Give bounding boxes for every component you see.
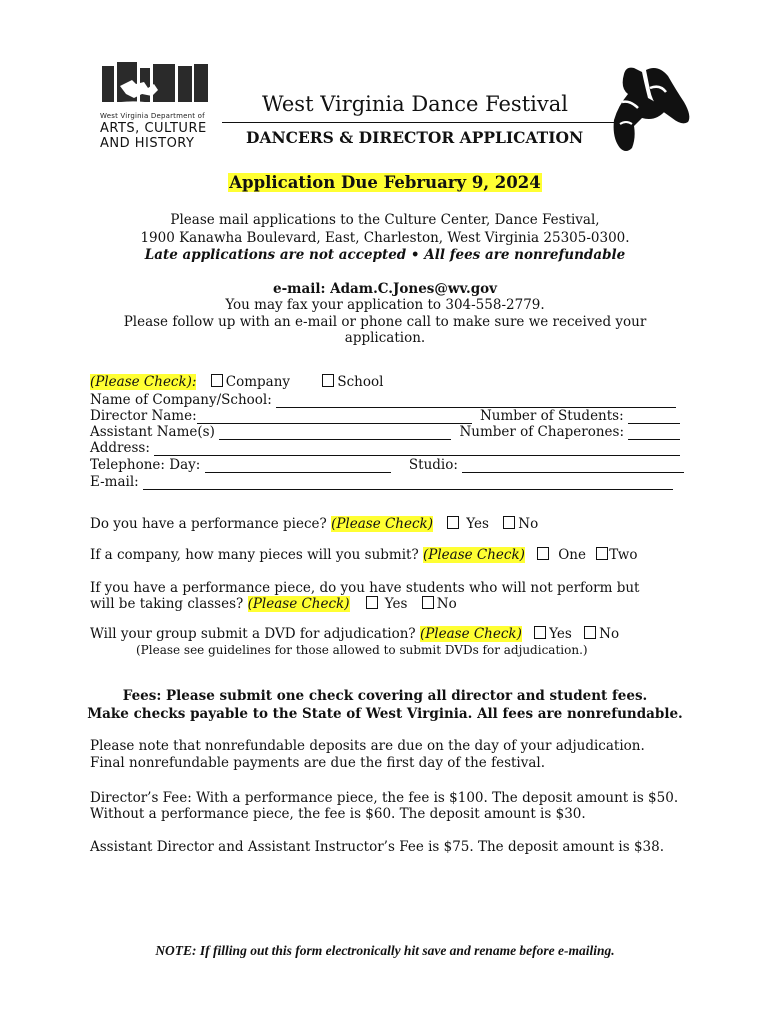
assistant-row xyxy=(90,424,680,440)
contact-fax: You may fax your application to 304-558-2779. xyxy=(225,297,545,313)
question-dvd xyxy=(90,626,619,642)
telephone-label: Telephone: Day: xyxy=(90,457,201,473)
intro-line-1: Please mail applications to the Culture Center, Dance Festival, xyxy=(170,212,600,228)
q2-two-label: Two xyxy=(609,547,638,563)
students-field[interactable] xyxy=(628,410,680,424)
q3-no-label: No xyxy=(436,596,457,612)
q4-text: Will your group submit a DVD for adjudication? xyxy=(90,626,416,642)
logo-graphic xyxy=(100,62,212,112)
q4-please-check: (Please Check) xyxy=(419,626,522,642)
deposit-line-2: Final nonrefundable payments are due the first day of the festival. xyxy=(90,755,546,771)
q2-two-checkbox[interactable] xyxy=(596,547,608,560)
school-label: School xyxy=(337,374,384,390)
assistant-label: Assistant Name(s) xyxy=(90,424,215,440)
due-date: Application Due February 9, 2024 xyxy=(229,173,541,192)
telephone-row xyxy=(90,457,684,473)
school-checkbox[interactable] xyxy=(322,374,334,387)
q1-no-label: No xyxy=(518,516,539,532)
q1-yes-label: Yes xyxy=(466,516,489,532)
assistant-field[interactable] xyxy=(219,426,451,440)
fees-line-1: Fees: Please submit one check covering all director and student fees. xyxy=(122,688,648,704)
director-row xyxy=(90,408,680,424)
q4-yes-checkbox[interactable] xyxy=(534,626,546,639)
page-title: West Virginia Dance Festival xyxy=(262,92,568,116)
studio-label: Studio: xyxy=(408,457,458,473)
q3-yes-label: Yes xyxy=(384,596,408,612)
q4-no-checkbox[interactable] xyxy=(584,626,596,639)
contact-followup-1: Please follow up with an e-mail or phone call to make sure we received your xyxy=(123,314,647,330)
name-row xyxy=(90,392,676,408)
please-check-label: (Please Check): xyxy=(90,374,197,390)
q1-no-checkbox[interactable] xyxy=(503,516,515,529)
logo-line-2: AND HISTORY xyxy=(100,136,195,151)
q1-text: Do you have a performance piece? xyxy=(90,516,327,532)
chaperones-field[interactable] xyxy=(628,426,680,440)
q1-yes-checkbox[interactable] xyxy=(447,516,459,529)
chaperones-label: Number of Chaperones: xyxy=(459,424,624,440)
q2-please-check: (Please Check) xyxy=(422,547,525,563)
header-rule xyxy=(222,122,614,123)
page-subtitle: DANCERS & DIRECTOR APPLICATION xyxy=(246,128,584,147)
intro-line-2: 1900 Kanawha Boulevard, East, Charleston, West Virginia 25305-0300. xyxy=(140,230,630,246)
question-classes xyxy=(90,596,457,612)
footer-note: NOTE: If filling out this form electronically hit save and rename before e-mailing. xyxy=(155,943,615,958)
q4-no-label: No xyxy=(599,626,620,642)
type-check-row xyxy=(90,374,383,390)
company-checkbox[interactable] xyxy=(211,374,223,387)
fees-line-2: Make checks payable to the State of West Virginia. All fees are nonrefundable. xyxy=(87,706,683,722)
address-row xyxy=(90,440,680,456)
address-field[interactable] xyxy=(154,442,680,456)
deposit-line-1: Please note that nonrefundable deposits are due on the day of your adjudication. xyxy=(90,738,645,754)
email-row xyxy=(90,474,673,490)
agency-logo xyxy=(100,62,212,152)
studio-field[interactable] xyxy=(462,459,684,473)
director-field[interactable] xyxy=(197,410,472,424)
name-field[interactable] xyxy=(276,394,676,408)
name-label: Name of Company/School: xyxy=(90,392,272,408)
telephone-field[interactable] xyxy=(205,459,391,473)
logo-line-1: ARTS, CULTURE xyxy=(100,121,207,136)
q3-text-line-1: If you have a performance piece, do you have students who will not perform but xyxy=(90,580,640,596)
question-pieces xyxy=(90,547,638,563)
q3-please-check: (Please Check) xyxy=(247,596,350,612)
contact-followup-2: application. xyxy=(344,330,426,346)
director-fee-line-1: Director’s Fee: With a performance piece, the fee is $100. The deposit amount is $50. xyxy=(90,790,679,806)
q3-no-checkbox[interactable] xyxy=(422,596,434,609)
q3-yes-checkbox[interactable] xyxy=(366,596,378,609)
q4-yes-label: Yes xyxy=(549,626,572,642)
q1-please-check: (Please Check) xyxy=(331,516,433,532)
director-fee-line-2: Without a performance piece, the fee is $60. The deposit amount is $30. xyxy=(90,806,586,822)
logo-small-text: West Virginia Department of xyxy=(100,112,205,120)
q3-text-line-2: will be taking classes? xyxy=(90,596,244,612)
company-label: Company xyxy=(225,374,291,390)
email-label: E-mail: xyxy=(90,474,139,490)
question-performance xyxy=(90,516,538,532)
email-field[interactable] xyxy=(143,476,673,490)
intro-line-3: Late applications are not accepted • All fees are nonrefundable xyxy=(144,247,626,263)
assistant-fee: Assistant Director and Assistant Instructor’s Fee is $75. The deposit amount is $38. xyxy=(90,839,665,855)
q2-one-checkbox[interactable] xyxy=(537,547,549,560)
dance-shoes-icon xyxy=(612,62,692,154)
contact-email: e-mail: Adam.C.Jones@wv.gov xyxy=(272,281,497,297)
students-label: Number of Students: xyxy=(479,408,624,424)
q4-note: (Please see guidelines for those allowed to submit DVDs for adjudication.) xyxy=(136,643,588,657)
q2-text: If a company, how many pieces will you submit? xyxy=(90,547,419,563)
q2-one-label: One xyxy=(558,547,586,563)
address-label: Address: xyxy=(90,440,150,456)
director-label: Director Name: xyxy=(90,408,197,424)
